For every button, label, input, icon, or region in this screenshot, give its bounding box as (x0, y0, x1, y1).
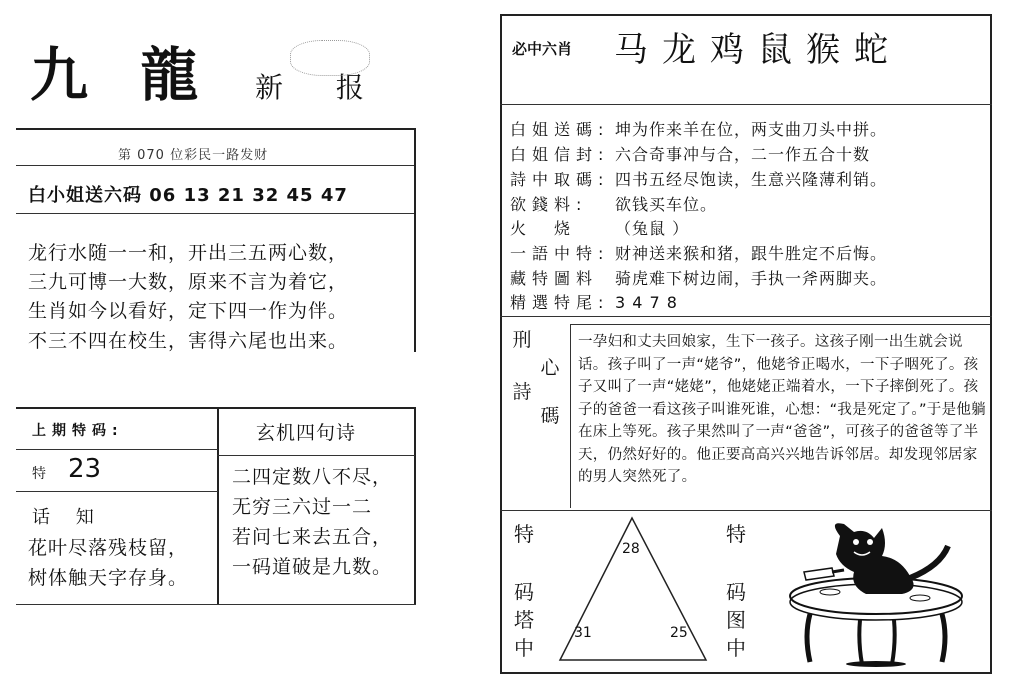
info-row (510, 266, 887, 289)
info-row (510, 290, 678, 313)
info-key: 白姐送碼: (510, 120, 610, 139)
info-key: 火 烧 (510, 219, 577, 238)
info-value: 欲钱买车位。 (615, 195, 718, 214)
last-special-number: 23 (68, 454, 102, 484)
divider (217, 455, 415, 456)
divider (500, 510, 992, 511)
divider (500, 104, 992, 105)
divider (500, 316, 992, 317)
info-key: 詩中取碼: (510, 170, 610, 189)
special-label: 特 (32, 466, 46, 482)
tower-right-char: 中 (726, 636, 746, 660)
info-value: 3 4 7 8 (615, 293, 678, 312)
divider (570, 324, 571, 508)
xuanji-line: 二四定数八不尽， (232, 466, 393, 488)
poem-line: 龙行水随一一和，开出三五两心数， (28, 242, 349, 264)
tower-right-char: 码 (726, 580, 746, 604)
story-label-char: 心 (540, 357, 560, 379)
poem-line: 三九可博一大数，原来不言为着它， (28, 271, 349, 293)
tower-right-char: 图 (726, 608, 746, 632)
info-key: 精選特尾: (510, 293, 610, 312)
info-row (510, 216, 689, 239)
divider (16, 407, 416, 409)
story-label-char: 碼 (540, 405, 560, 427)
cartoon-cat-table-illustration (770, 516, 982, 668)
info-key: 藏特圖料 (510, 269, 599, 288)
tower-left-char: 塔 (514, 608, 534, 632)
info-value: 财神送来猴和猪，跟牛胜定不后悔。 (615, 244, 888, 263)
xuanji-line: 无穷三六过一二 (232, 496, 373, 518)
border (500, 672, 992, 674)
divider (16, 491, 218, 492)
border (500, 14, 502, 674)
poem-line: 不三不四在校生，害得六尾也出来。 (28, 330, 349, 352)
must-six-zodiacs: 马龙鸡鼠猴蛇 (614, 30, 902, 70)
info-value: 六合奇事冲与合，二一作五合十数 (615, 145, 871, 164)
divider (16, 449, 218, 450)
brand-subtitle: 新 报 (255, 71, 386, 104)
info-key: 白姐信封: (510, 145, 610, 164)
border (990, 14, 992, 674)
last-special-title: 上期特码: (32, 423, 124, 439)
six-code: 白小姐送六码 06 13 21 32 45 47 (28, 185, 348, 206)
divider (16, 128, 416, 130)
info-row (510, 117, 887, 140)
info-value: 骑虎难下树边闹，手执一斧两脚夹。 (615, 269, 888, 288)
border (414, 130, 416, 352)
story-label-char: 刑 (512, 329, 532, 351)
info-row (510, 167, 887, 190)
xuanji-line: 一码道破是九数。 (232, 556, 393, 578)
divider (570, 324, 990, 325)
brand-title: 九 龍 (30, 41, 215, 109)
xuanji-title: 玄机四句诗 (256, 422, 357, 444)
info-value: 坤为作来羊在位，两支曲刀头中拼。 (615, 120, 888, 139)
border (500, 14, 992, 16)
divider (16, 165, 416, 166)
tower-right-char: 特 (726, 522, 746, 546)
hint-label: 话 知 (32, 507, 104, 528)
xuanji-line: 若问七来去五合， (232, 526, 393, 548)
info-row (510, 142, 870, 165)
info-value: 四书五经尽饱读，生意兴隆薄利销。 (615, 170, 888, 189)
tower-bottom-left-number: 31 (574, 625, 592, 641)
must-six-label: 必中六肖 (512, 40, 573, 58)
info-key: 欲錢料: (510, 195, 588, 214)
info-row (510, 241, 887, 264)
issue-line: 第 070 位彩民一路发财 (118, 148, 269, 163)
hint-line: 花叶尽落残枝留， (28, 537, 189, 559)
tower-bottom-right-number: 25 (670, 625, 688, 641)
stamp-mark (290, 40, 370, 76)
divider (16, 604, 416, 605)
tower-top-number: 28 (622, 541, 640, 557)
poem-line: 生肖如今以看好，定下四一作为伴。 (28, 300, 349, 322)
border (217, 407, 219, 605)
story-text: 一孕妇和丈夫回娘家，生下一孩子。这孩子刚一出生就会说话。孩子叫了一声“姥爷”，他姥爷正喝水，一下子咽死了。孩子又叫了一声“姥姥”，他姥姥正端着水，一下子摔倒死了。孩子的爸爸一看这孩子叫谁死谁，心想：“我是死定了。”于是他躺在床上等死。孩子果然叫了一声“爸爸”，可孩子的爸爸等了半天，仍然好好的。他正要高高兴兴地告诉邻居。却发现邻居家的男人突然死了。 (578, 334, 986, 485)
tower-left-char: 中 (514, 636, 534, 660)
tower-left-char: 码 (514, 580, 534, 604)
story-label-char: 詩 (512, 381, 532, 403)
tower-left-char: 特 (514, 522, 534, 546)
info-key: 一語中特: (510, 244, 610, 263)
divider (16, 213, 416, 214)
hint-line: 树体触天字存身。 (28, 567, 189, 589)
border (414, 407, 416, 605)
info-value: （兔鼠 ） (615, 219, 690, 238)
info-row (510, 192, 717, 215)
